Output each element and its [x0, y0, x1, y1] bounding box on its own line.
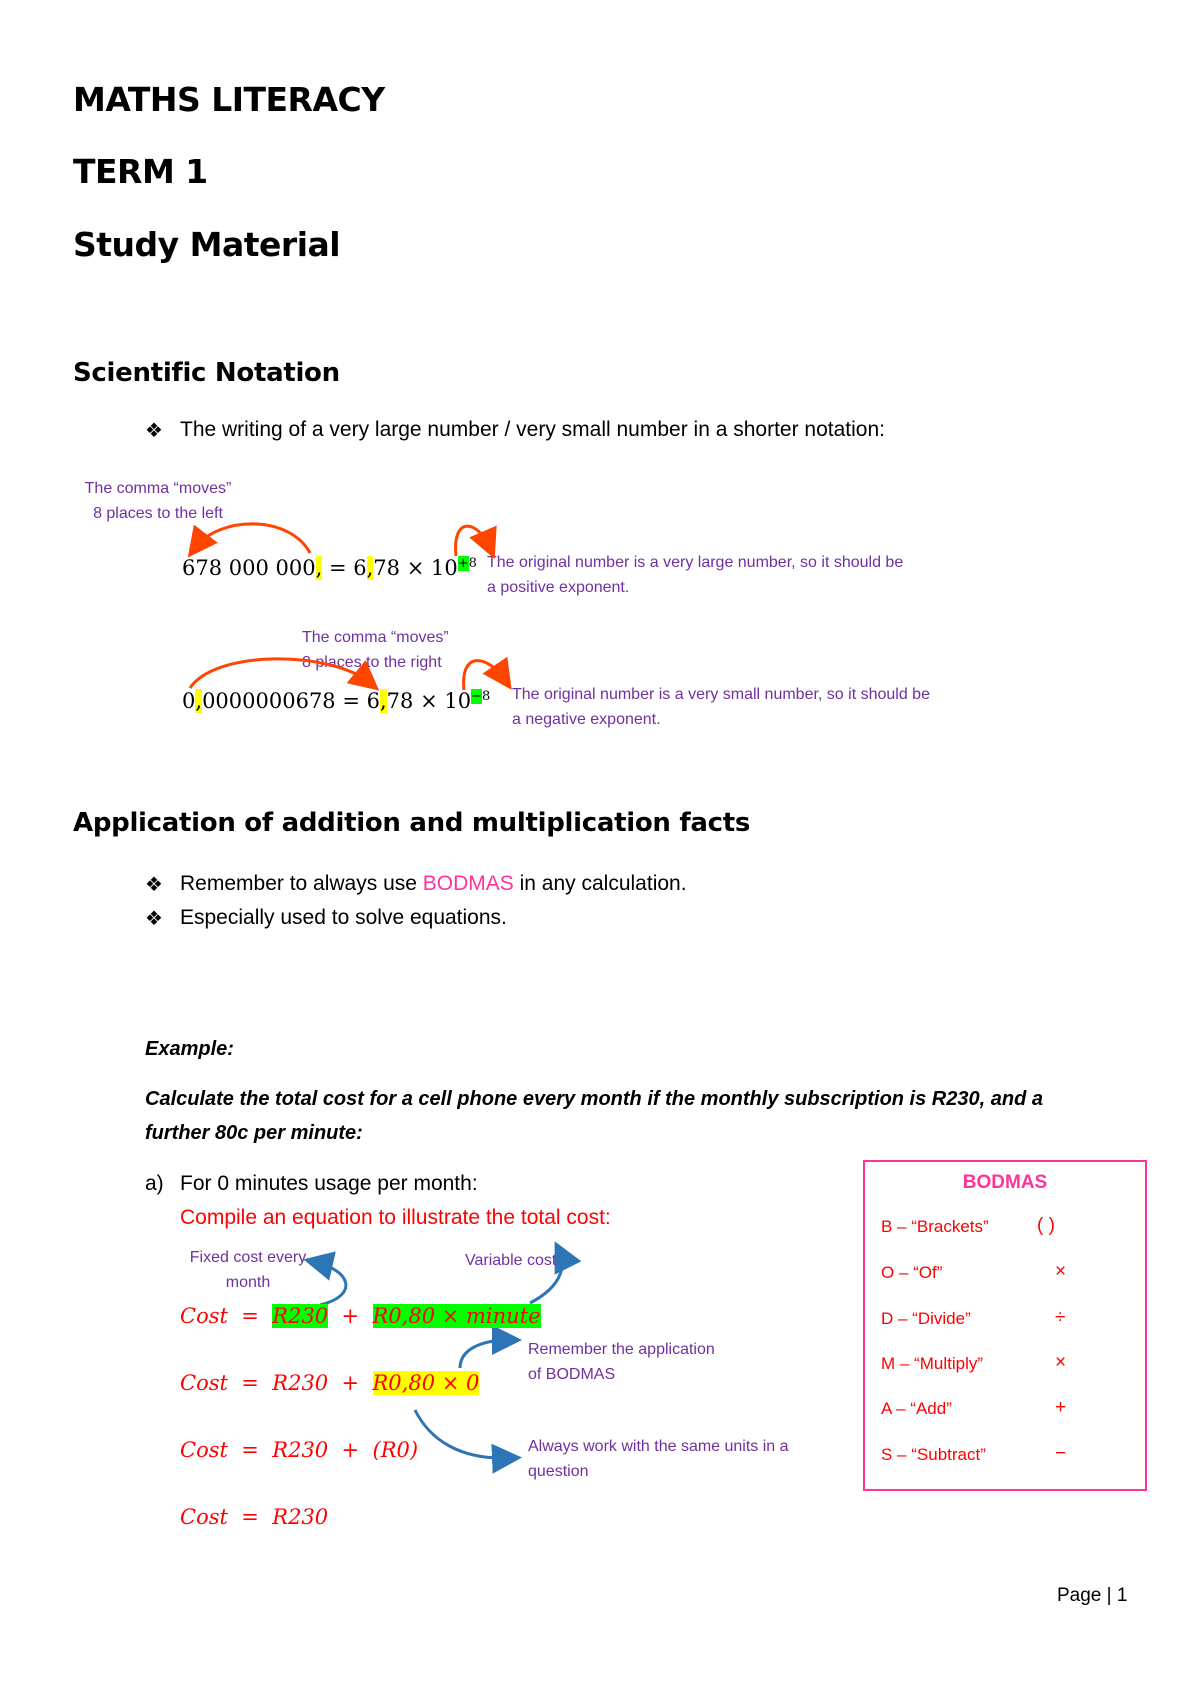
- cost-equation-1: Cost = R230 + R0,80 × minute: [180, 1304, 541, 1328]
- annotation-fixed-cost: Fixed cost every month: [189, 1249, 307, 1291]
- annotation-positive-exponent: The original number is a very large number, so it should be a positive exponent.: [487, 554, 904, 596]
- bodmas-row-multiply: M – “Multiply”: [881, 1354, 984, 1373]
- bullet-diamond-icon: ❖: [145, 420, 163, 442]
- doc-subtitle: Study Material: [73, 225, 341, 264]
- bodmas-row-of: O – “Of”: [881, 1263, 943, 1282]
- cost-equation-2: Cost = R230 + R0,80 × 0: [180, 1371, 480, 1395]
- annotation-variable-cost: Variable cost: [465, 1252, 557, 1269]
- bodmas-symbol-subtract: −: [1055, 1443, 1067, 1464]
- annotation-same-units: Always work with the same units in a question: [528, 1438, 789, 1480]
- arrow-exponent-positive: [456, 526, 490, 556]
- arrow-comma-left: [195, 524, 310, 553]
- bullet-diamond-icon: ❖: [145, 908, 163, 930]
- bullet-equations: Especially used to solve equations.: [180, 906, 507, 929]
- arrow-same-units: [415, 1410, 510, 1458]
- annotation-comma-left: The comma “moves” 8 places to the left: [84, 480, 232, 522]
- cost-equation-3: Cost = R230 + (R0): [180, 1438, 419, 1462]
- doc-title: MATHS LITERACY: [73, 80, 385, 119]
- bodmas-symbol-brackets: ( ): [1037, 1215, 1055, 1236]
- section-heading-scientific: Scientific Notation: [73, 358, 340, 388]
- bodmas-title: BODMAS: [962, 1172, 1048, 1193]
- compile-instruction: Compile an equation to illustrate the total cost:: [180, 1206, 611, 1229]
- bodmas-row-subtract: S – “Subtract”: [881, 1445, 986, 1464]
- equation-small-number: $0,0000000678 = 6,78 \times 10^{-8}$: [182, 689, 491, 713]
- example-question-line2: further 80c per minute:: [145, 1122, 363, 1144]
- bodmas-symbol-of: ×: [1055, 1261, 1067, 1282]
- bodmas-symbol-divide: ÷: [1055, 1307, 1066, 1328]
- page-number: Page | 1: [1057, 1585, 1128, 1606]
- bodmas-symbol-multiply: ×: [1055, 1352, 1067, 1373]
- arrow-comma-right: [190, 659, 370, 688]
- part-a-text: For 0 minutes usage per month:: [180, 1172, 478, 1195]
- section-heading-application: Application of addition and multiplication facts: [73, 808, 751, 838]
- arrow-fixed-cost: [315, 1262, 346, 1305]
- annotation-bodmas-reminder: Remember the application of BODMAS: [528, 1341, 715, 1383]
- arrow-bodmas-reminder: [460, 1340, 510, 1368]
- bullet-bodmas: Remember to always use BODMAS in any calculation.: [180, 872, 687, 895]
- bodmas-reference-box: [863, 1160, 1147, 1491]
- bullet-text: The writing of a very large number / very small number in a shorter notation:: [180, 418, 885, 441]
- arrow-exponent-negative: [464, 661, 505, 690]
- bullet-diamond-icon: ❖: [145, 874, 163, 896]
- doc-term: TERM 1: [73, 152, 208, 191]
- bodmas-row-add: A – “Add”: [881, 1399, 952, 1418]
- cost-equation-4: Cost = R230: [180, 1505, 329, 1529]
- annotation-comma-right: The comma “moves” 8 places to the right: [302, 629, 449, 671]
- bodmas-row-divide: D – “Divide”: [881, 1309, 971, 1328]
- example-label: Example:: [145, 1038, 234, 1060]
- part-a-label: a): [145, 1172, 164, 1195]
- equation-large-number: 678 000 000, = $6,78 \times 10^{+8}$: [182, 556, 477, 580]
- bodmas-symbol-add: +: [1055, 1397, 1067, 1418]
- annotation-negative-exponent: The original number is a very small number, so it should be a negative exponent.: [512, 686, 930, 728]
- example-question-line1: Calculate the total cost for a cell phone every month if the monthly subscription is R230, and a: [145, 1088, 1043, 1110]
- bodmas-row-brackets: B – “Brackets”: [881, 1217, 989, 1236]
